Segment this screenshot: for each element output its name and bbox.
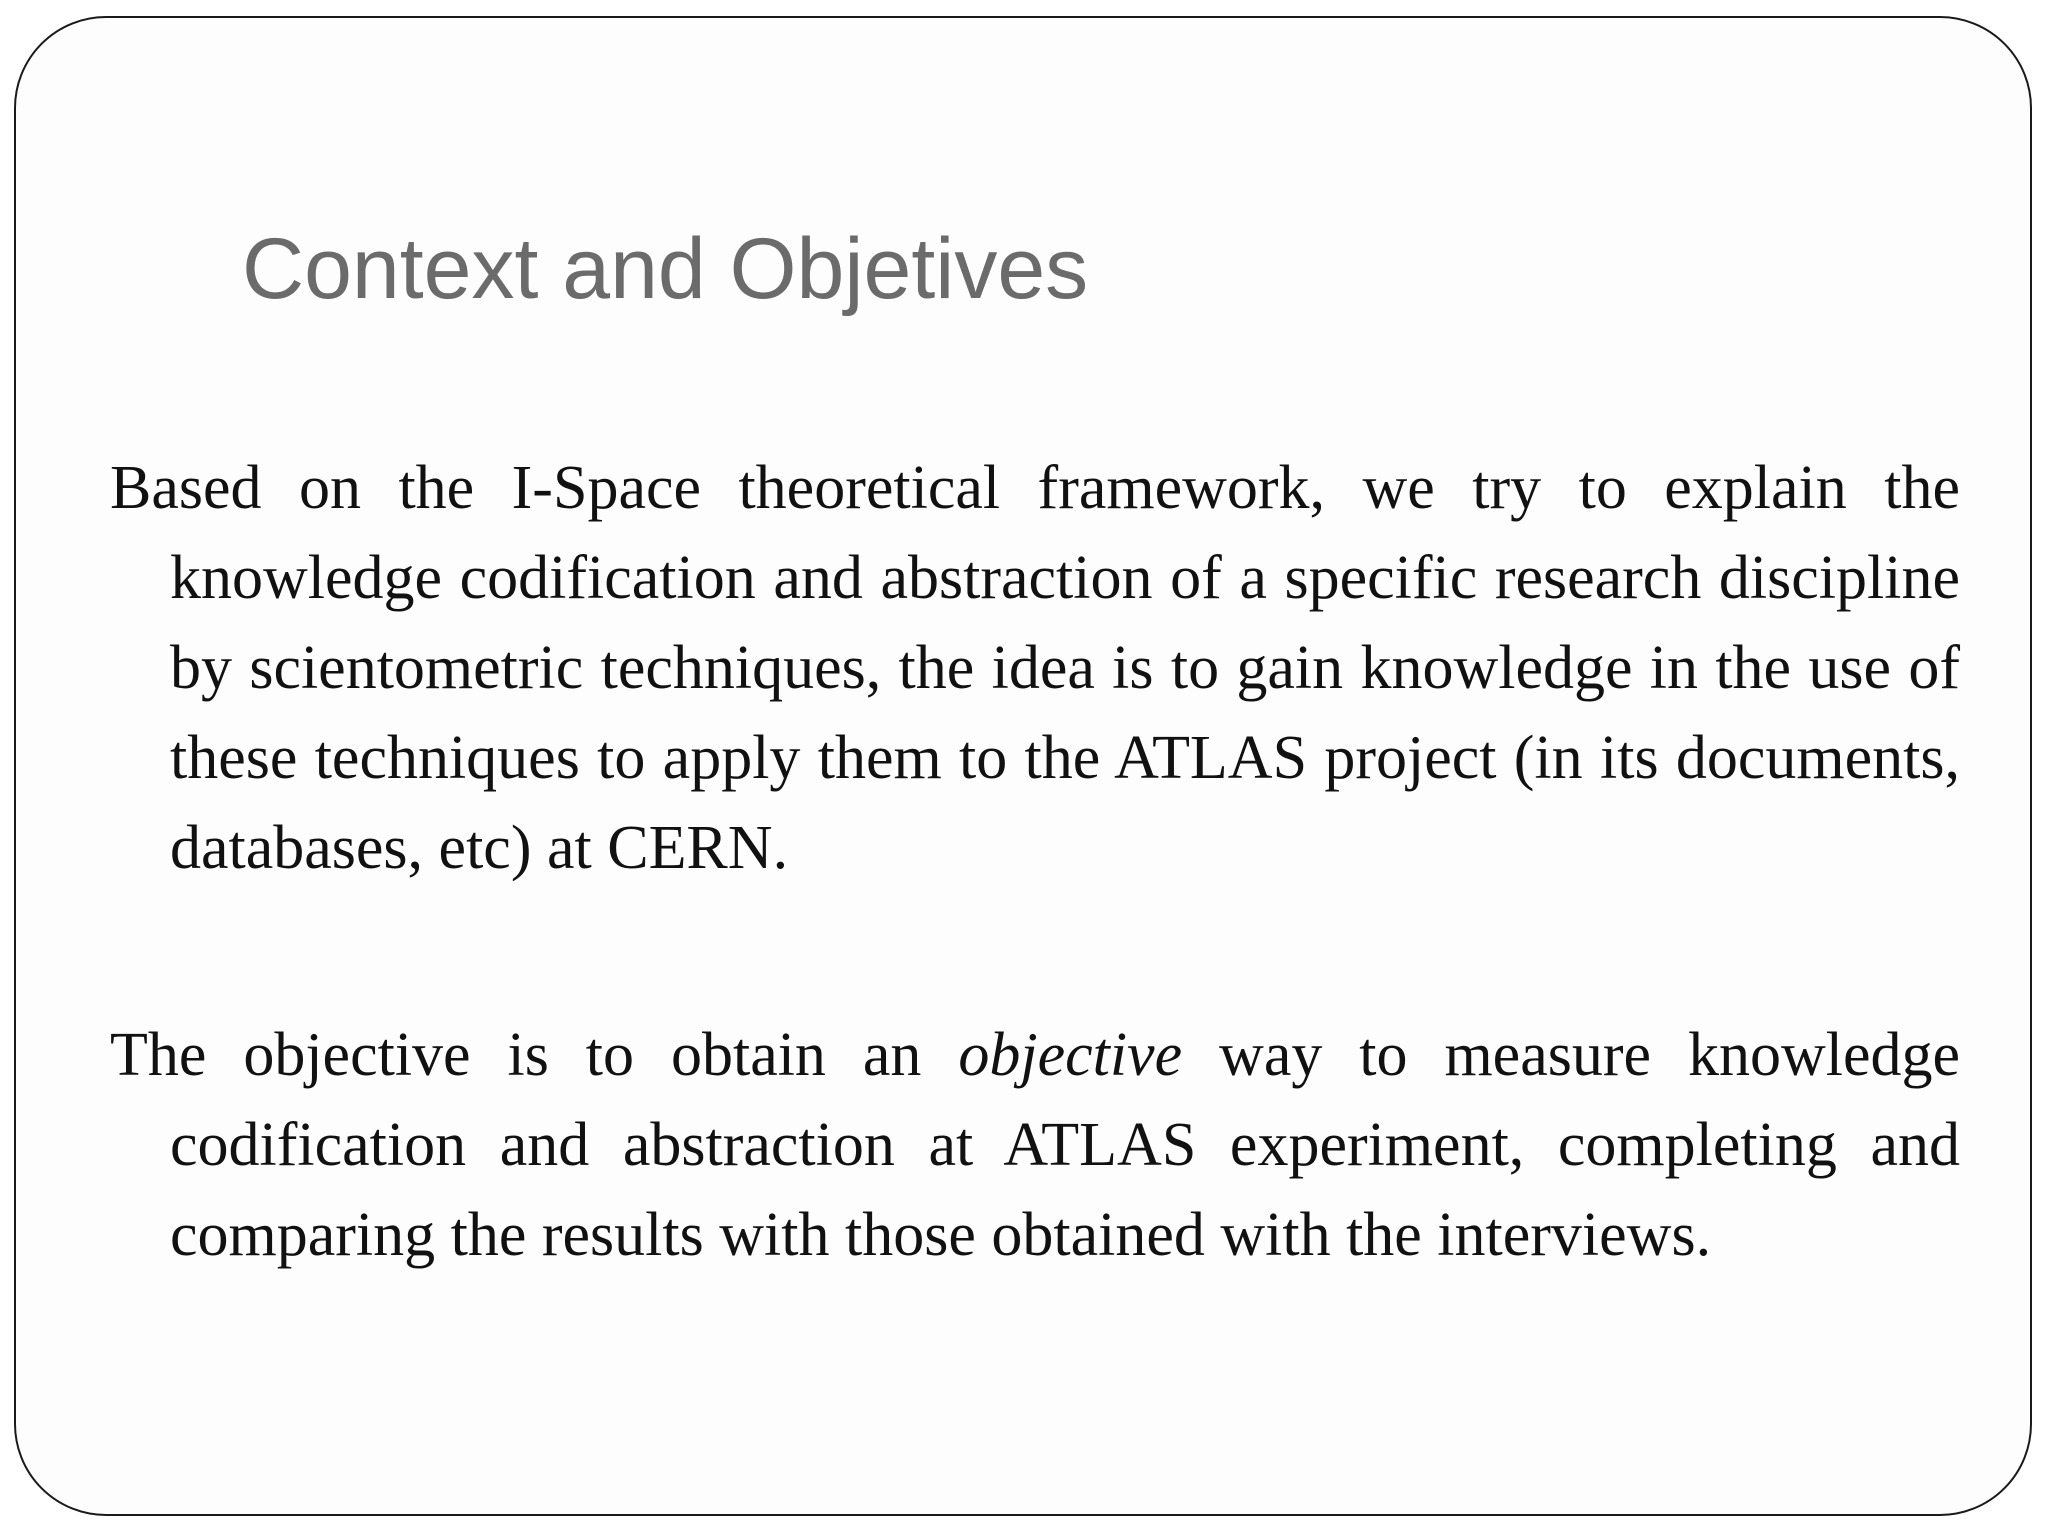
paragraph-text-end: way to measure knowledge codification and abstraction at ATLAS experiment, completing and comparing the results with those obtained with the interviews.: [170, 1021, 1960, 1269]
body-paragraph-objective: [110, 1010, 1960, 1280]
emphasized-word: objective: [958, 1021, 1183, 1089]
paragraph-text-start: The objective is to obtain an: [110, 1021, 959, 1089]
paragraph-text: Based on the I-Space theoretical framework, we try to explain the knowledge codification and abstraction of a specific research discipline by scientometric techniques, the idea is to gain knowledge in the use of these techniques to apply them to the ATLAS project (in its documents, databases, etc) at CERN.: [110, 454, 1960, 882]
slide-title: Context and Objetives: [242, 221, 1089, 317]
slide-frame: [14, 16, 2032, 1516]
body-paragraph-framework: [110, 443, 1960, 893]
